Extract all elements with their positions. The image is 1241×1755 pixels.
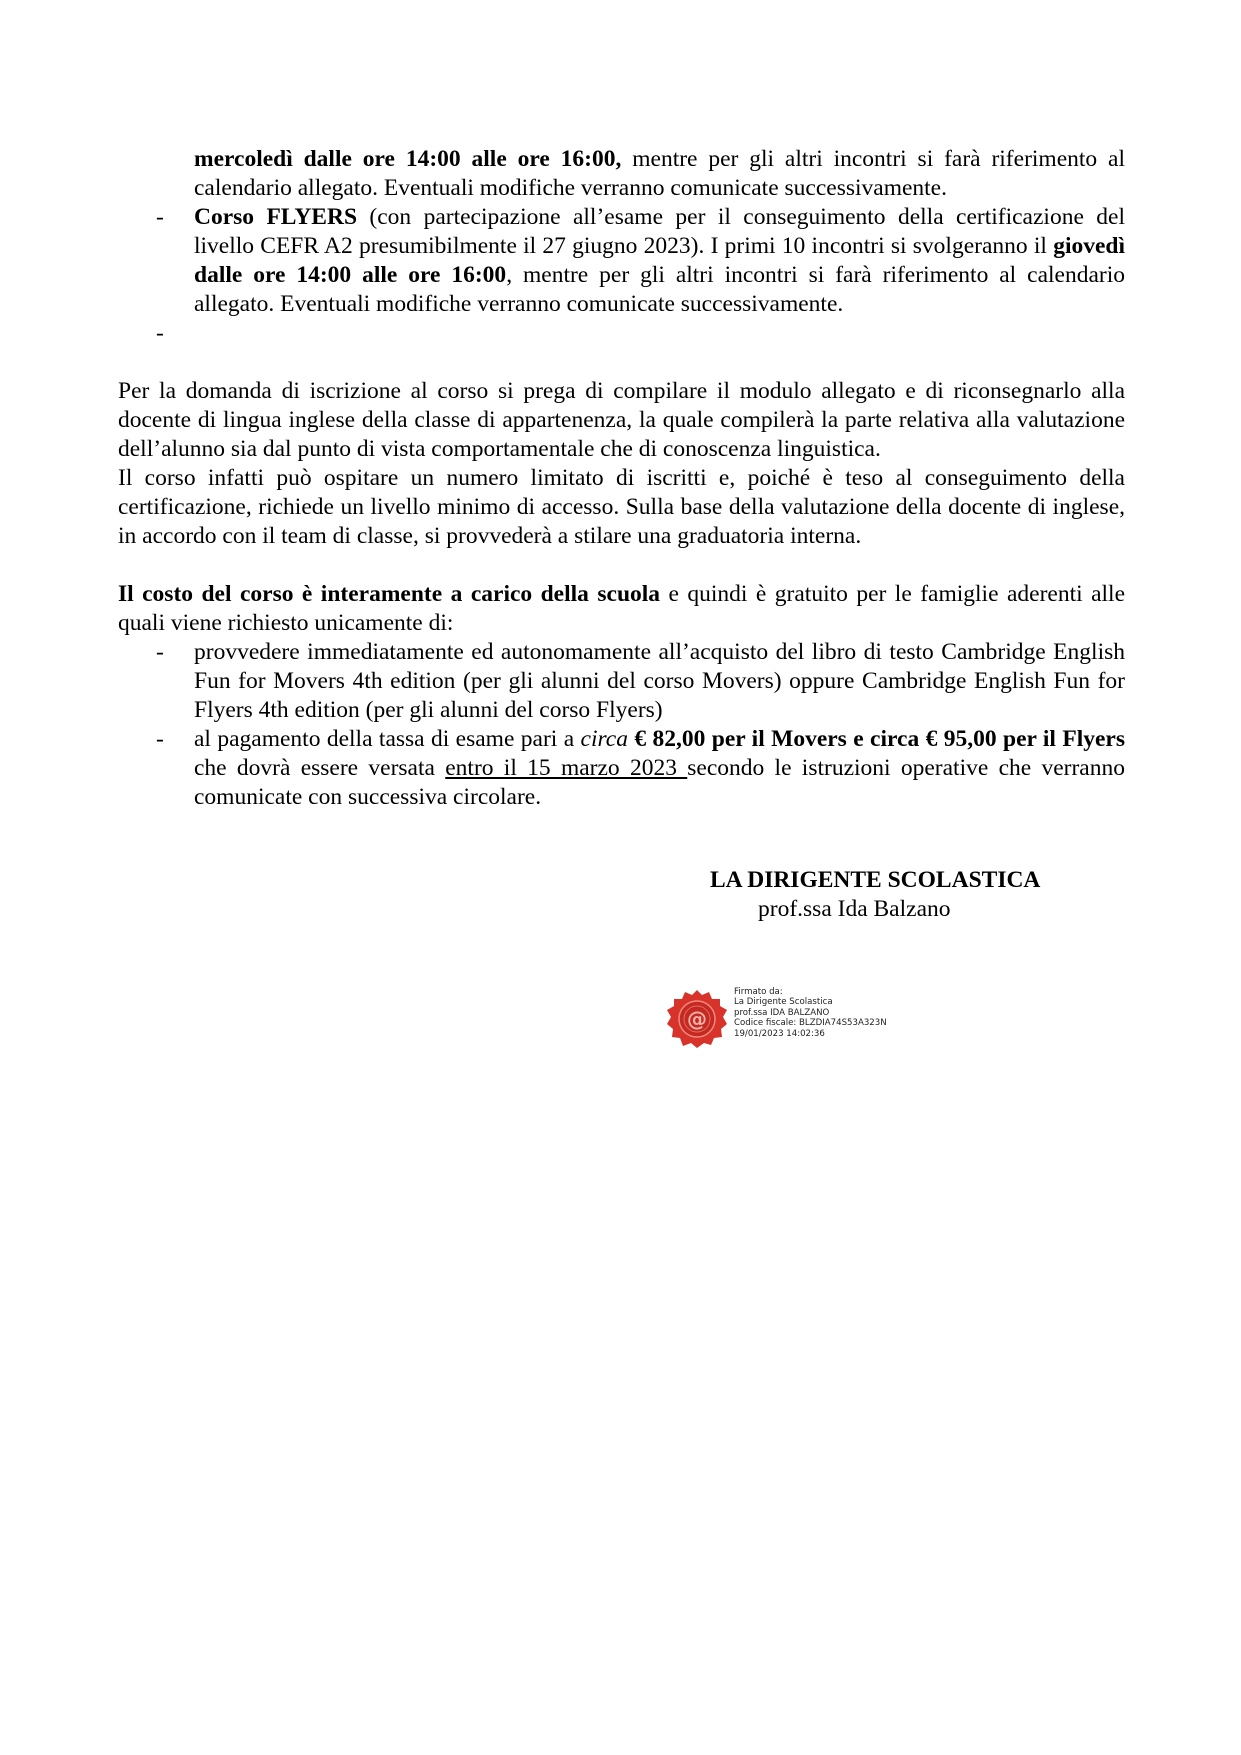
list-dash: - (156, 639, 164, 665)
paragraph-limited-places: Il corso infatti può ospitare un numero limitato di iscritti e, poiché è teso al conseguimento della certificazione, richiede un livello minimo di accesso. Sulla base della valutazione della docente di inglese, in accordo con il team di classe, si provvederà a stilare una graduatoria interna. (118, 465, 1125, 549)
paragraph-enrollment: Per la domanda di iscrizione al corso si prega di compilare il modulo allegato e di riconsegnarlo alla docente di lingua inglese della classe di appartenenza, la quale compilerà la parte relativa alla valutazione dell’alunno sia dal punto di vista comportamentale che di conoscenza linguistica. (118, 378, 1125, 462)
list-item-text: provvedere immediatamente ed autonomamente all’acquisto del libro di testo Cambridge English Fun for Movers 4th edition (per gli alunni del corso Movers) oppure Cambridge English Fun for Flyers 4th edition (per gli alunni del corso Flyers) (194, 639, 1125, 723)
list-dash: - (156, 204, 164, 230)
list-item-exam-fee (118, 725, 1125, 812)
bold-text: Il costo del corso è interamente a carico della scuola (118, 581, 661, 607)
list-item-text (194, 319, 1125, 348)
signature-block (710, 866, 1070, 924)
text: secondo le istruzioni operative che verranno comunicate con successiva circolare. (194, 755, 1125, 810)
stamp-line-role: La Dirigente Scolastica (734, 997, 833, 1008)
stamp-line-signed-by: Firmato da: (734, 987, 783, 997)
bold-text: giovedì dalle ore 14:00 alle ore 16:00 (194, 233, 1125, 288)
document-body (118, 145, 1125, 812)
bold-text: mercoledì dalle ore 14:00 alle ore 16:00, (194, 146, 622, 172)
list-item-movers-continuation (118, 145, 1125, 203)
list-item-flyers (118, 203, 1125, 319)
list-item-text (194, 203, 1125, 319)
text: mentre per gli altri incontri si farà riferimento al calendario allegato. Eventuali modifiche verranno comunicate successivamente. (194, 146, 1125, 201)
list-item-empty (118, 319, 1125, 348)
text: (con partecipazione all’esame per il conseguimento della certificazione del livello CEFR A2 presumibilmente il 27 giugno 2023). I primi 10 incontri si svolgeranno il (194, 204, 1125, 259)
signature-name: prof.ssa Ida Balzano (758, 896, 951, 922)
signature-role: LA DIRIGENTE SCOLASTICA (710, 867, 1041, 893)
text: che dovrà essere versata (194, 755, 446, 781)
list-dash: - (156, 726, 164, 752)
paragraph-cost (118, 580, 1125, 638)
stamp-line-tax-code: Codice fiscale: BLZDIA74S53A323N (734, 1018, 887, 1029)
stamp-line-timestamp: 19/01/2023 14:02:36 (734, 1028, 825, 1039)
list-item-textbook (118, 638, 1125, 725)
wax-seal-icon (666, 989, 728, 1049)
bold-text: € 82,00 per il Movers e circa € 95,00 per il Flyers (627, 726, 1126, 752)
spacer (118, 348, 1125, 377)
seal-symbol: @ (687, 1007, 707, 1031)
text: , mentre per gli altri incontri si farà riferimento al calendario allegato. Eventuali modifiche verranno comunicate successivamente. (194, 262, 1125, 317)
digital-signature-stamp (666, 987, 946, 1051)
bold-text: Corso FLYERS (194, 204, 358, 230)
spacer (118, 551, 1125, 580)
stamp-line-name: prof.ssa IDA BALZANO (734, 1007, 830, 1018)
list-dash: - (156, 320, 164, 346)
list-item-text (194, 725, 1125, 812)
stamp-text (734, 987, 887, 1039)
underlined-deadline: entro il 15 marzo 2023 (445, 755, 688, 781)
text: e quindi è gratuito per le famiglie aderenti alle quali viene richiesto unicamente di: (118, 581, 1125, 636)
text: al pagamento della tassa di esame pari a (194, 726, 581, 752)
italic-text: circa (580, 726, 628, 752)
